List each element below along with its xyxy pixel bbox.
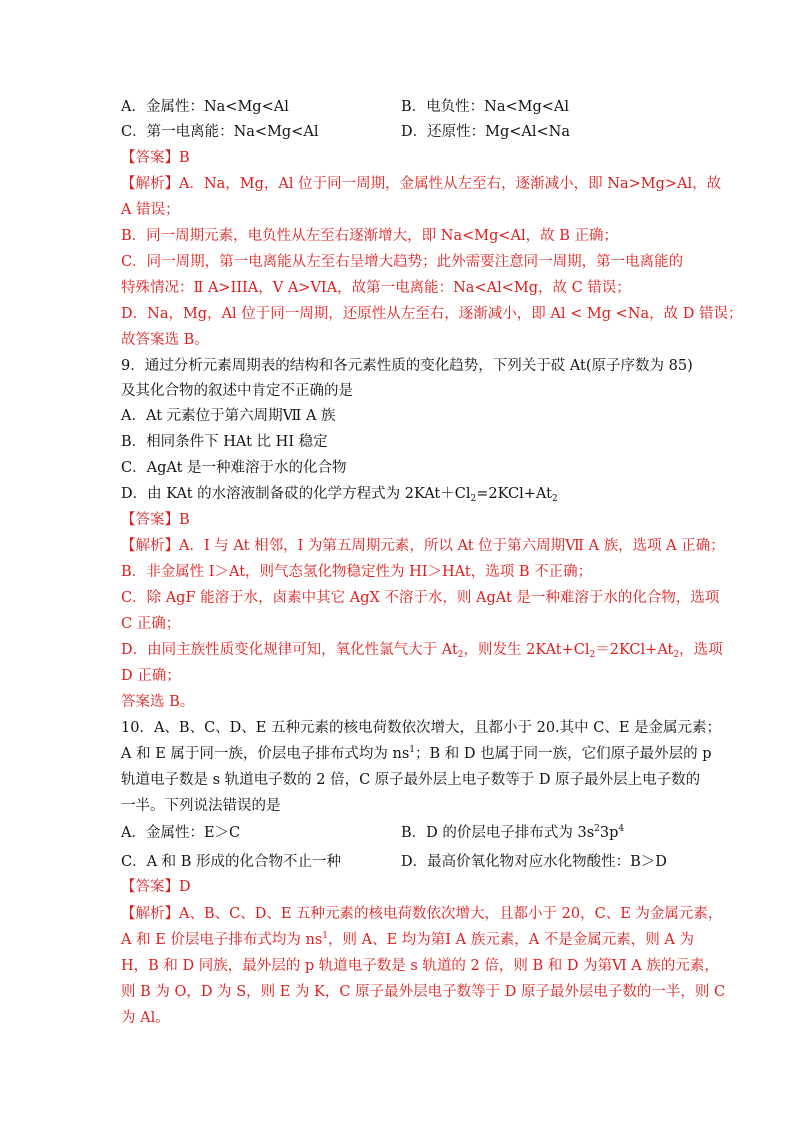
q10-stem-line: 一半。下列说法错误的是 bbox=[121, 798, 281, 814]
q8-option-a: A．金属性：Na<Mg<Al bbox=[121, 99, 289, 115]
q10-options-row-1 bbox=[121, 823, 681, 843]
q10-options-row-2 bbox=[121, 852, 681, 872]
q9-analysis-line: C．除 AgF 能溶于水，卤素中其它 AgX 不溶于水，则 AgAt 是一种难溶于水的化合物，选项 bbox=[121, 590, 720, 606]
q8-option-c: C．第一电离能：Na<Mg<Al bbox=[121, 124, 319, 140]
q9-option-d: D．由 KAt 的水溶液制备砹的化学方程式为 $2KAt+Cl_2=2KCl+At_2$ bbox=[121, 486, 558, 504]
q10-option-a: A．金属性：E＞C bbox=[121, 825, 241, 841]
q10-option-d: D．最高价氧化物对应水化物酸性：B＞D bbox=[401, 854, 667, 870]
q8-options-row-1 bbox=[121, 97, 681, 117]
q9-option-c: C．AgAt 是一种难溶于水的化合物 bbox=[121, 460, 347, 476]
q8-analysis-line: B．同一周期元素，电负性从左至右逐渐增大，即 Na<Mg<Al，故 B 正确； bbox=[121, 228, 619, 244]
q8-analysis-line: C．同一周期，第一电离能从左至右呈增大趋势；此外需要注意同一周期，第一电离能的 bbox=[121, 254, 684, 270]
q8-option-b: B．电负性：Na<Mg<Al bbox=[401, 99, 570, 115]
q10-analysis-line: 为 Al。 bbox=[121, 1010, 170, 1026]
q8-options-row-2 bbox=[121, 122, 681, 142]
q9-analysis-line: B．非金属性 I＞At，则气态氢化物稳定性为 HI＞HAt，选项 B 不正确； bbox=[121, 564, 593, 580]
q9-option-a: A．At 元素位于第六周期Ⅶ A 族 bbox=[121, 408, 336, 424]
q10-stem-line: 10．A、B、C、D、E 五种元素的核电荷数依次增大，且都小于 20.其中 C、E 是金属元素； bbox=[121, 720, 722, 736]
q8-analysis-line: 【解析】A．Na，Mg，Al 位于同一周期，金属性从左至右，逐渐减小，即 Na>Mg>Al，故 bbox=[121, 176, 722, 192]
q9-analysis-line-d: D．由同主族性质变化规律可知，氧化性氯气大于 $At_2$，则发生 $2KAt+Cl_2=2KCl+At_2$，选项 bbox=[121, 642, 723, 660]
q9-stem-line: 及其化合物的叙述中肯定不正确的是 bbox=[121, 383, 353, 399]
q9-stem-line: 9．通过分析元素周期表的结构和各元素性质的变化趋势，下列关于砹 At(原子序数为 85) bbox=[121, 358, 693, 374]
q10-analysis-line: A 和 E 价层电子排布式均为 $ns^1$，则 A、E 均为第Ⅰ A 族元素，A 不是金属元素，则 A 为 bbox=[121, 931, 694, 948]
q8-option-d: D．还原性：Mg<Al<Na bbox=[401, 124, 570, 140]
q10-analysis-line: H，B 和 D 同族，最外层的 p 轨道电子数是 s 轨道的 2 倍，则 B 和 D 为第Ⅵ A 族的元素， bbox=[121, 958, 719, 974]
q10-answer: 【答案】D bbox=[121, 879, 191, 895]
q10-option-b: B．D 的价层电子排布式为 $3s^23p^4$ bbox=[401, 824, 625, 841]
q9-analysis-line: D 正确； bbox=[121, 668, 181, 684]
q10-analysis-line: 【解析】A、B、C、D、E 五种元素的核电荷数依次增大，且都小于 20，C、E 为金属元素， bbox=[121, 906, 723, 922]
q8-analysis-line: D．Na，Mg，Al 位于同一周期，还原性从左至右，逐渐减小，即 Al < Mg <Na，故 D 错误； bbox=[121, 306, 743, 322]
q10-stem-line: 轨道电子数是 s 轨道电子数的 2 倍，C 原子最外层上电子数等于 D 原子最外层上电子数的 bbox=[121, 772, 701, 788]
q10-analysis-line: 则 B 为 O，D 为 S，则 E 为 K，C 原子最外层电子数等于 D 原子最外层电子数的一半，则 C bbox=[121, 984, 726, 1000]
q8-analysis-line: 特殊情况：Ⅱ A>IIIA，Ⅴ A>VIA，故第一电离能：Na<Al<Mg，故 C 错误； bbox=[121, 280, 631, 296]
q10-stem-line: A 和 E 属于同一族，价层电子排布式均为 $ns^1$；B 和 D 也属于同一族，它们原子最外层的 p bbox=[121, 745, 712, 762]
q8-analysis-line: 故答案选 B。 bbox=[121, 332, 209, 348]
q9-analysis-line: 【解析】A．I 与 At 相邻，I 为第五周期元素，所以 At 位于第六周期Ⅶ A 族，选项 A 正确； bbox=[121, 538, 725, 554]
q8-analysis-line: A 错误； bbox=[121, 202, 180, 218]
q9-analysis-line: C 正确； bbox=[121, 616, 181, 632]
q8-answer: 【答案】B bbox=[121, 150, 190, 166]
q9-analysis-line: 答案选 B。 bbox=[121, 694, 195, 710]
q9-option-b: B．相同条件下 HAt 比 HI 稳定 bbox=[121, 434, 328, 450]
q9-answer: 【答案】B bbox=[121, 512, 190, 528]
q10-option-c: C．A 和 B 形成的化合物不止一种 bbox=[121, 854, 342, 870]
